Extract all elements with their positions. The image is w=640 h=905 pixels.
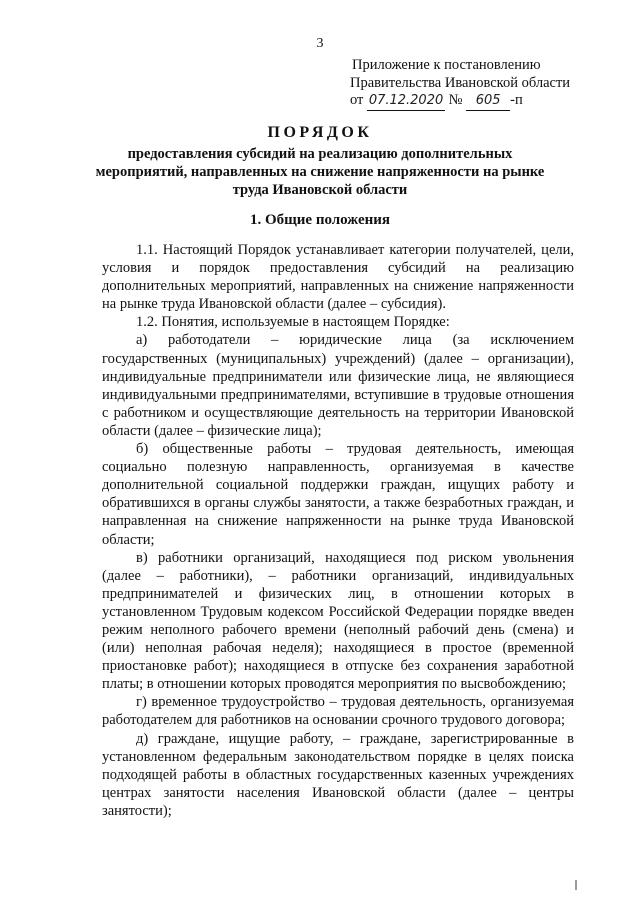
document-body (102, 241, 574, 820)
paragraph-a: а) работодатели – юридические лица (за исключением государственных (муниципальных) учреждений) (далее – организации), индивидуальные предприниматели или физические лица, не являющиеся индивидуальными предпринимателями, вступившие в трудовые отношения с работником и осуществляющие деятельность на территории Ивановской области (далее – физические лица); (102, 332, 574, 439)
scan-mark (575, 880, 577, 890)
document-subtitle: предоставления субсидий на реализацию дополнительных мероприятий, направленных на снижение напряженности на рынке труда Ивановской области (95, 146, 545, 198)
paragraph-g: г) временное трудоустройство – трудовая деятельность, организуемая работодателем для работников на основании срочного трудового договора; (102, 694, 574, 729)
paragraph-d: д) граждане, ищущие работу, – граждане, зарегистрированные в установленном федеральным законодательством порядке в целях поиска подходящей работы в областных государственных казенных учреждениях центрах занятости населения Ивановской области (далее – центры занятости); (102, 730, 574, 819)
document-title: ПОРЯДОК (267, 124, 373, 141)
annex-block (352, 57, 587, 111)
page-number: 3 (316, 36, 324, 51)
paragraph-v: в) работники организаций, находящиеся под риском увольнения (далее – работники), – работники организаций, индивидуальных предпринимателей и физических лиц, в отношении которых в установленном Трудовым кодексом Российской Федерации порядке введен режим неполного рабочего времени (неполный рабочий день (смена) и (или) неполная рабочая неделя); находящиеся в простое (временной приостановке работ); находящиеся в отпуске без сохранения заработной платы; в отношении которых проводятся мероприятия по высвобождению; (102, 549, 574, 693)
number-prefix: № (448, 92, 463, 108)
annex-line-2: Правительства Ивановской области (350, 74, 571, 91)
handwritten-number: 605 (466, 92, 510, 111)
paragraph-1-2: 1.2. Понятия, используемые в настоящем Порядке: (136, 314, 450, 331)
annex-date-line (350, 92, 587, 111)
paragraph-b: б) общественные работы – трудовая деятельность, имеющая социально полезную направленность, организуемая в качестве дополнительной социальной поддержки граждан, ищущих работу и обратившихся в органы службы занятости, а также безработных граждан, и направленная на снижение напряженности на рынке труда Ивановской области; (102, 441, 574, 548)
date-prefix: от (350, 92, 364, 108)
annex-line-1: Приложение к постановлению (352, 57, 541, 73)
section-title: 1. Общие положения (249, 212, 391, 228)
number-suffix: -п (510, 92, 523, 108)
handwritten-date: 07.12.2020 (367, 92, 445, 111)
paragraph-1-1: 1.1. Настоящий Порядок устанавливает категории получателей, цели, условия и порядок предоставления субсидий на реализацию дополнительных мероприятий, направленных на снижение напряженности на рынке труда Ивановской области (далее – субсидия). (102, 242, 574, 313)
